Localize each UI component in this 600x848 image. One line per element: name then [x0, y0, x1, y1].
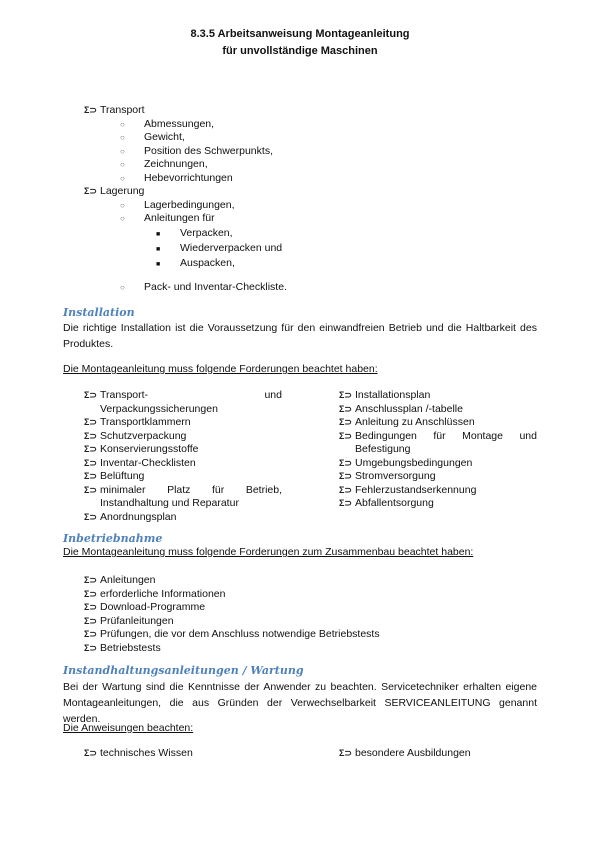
circle-bullet-icon: ○: [120, 160, 125, 169]
list-item: Σ⊃ Transport: [84, 104, 145, 116]
list-item: Σ⊃ Anleitungen: [84, 574, 156, 586]
list-item: Σ⊃ Anleitung zu Anschlüssen: [339, 416, 475, 428]
list-item: Σ⊃ Prüfungen, die vor dem Anschluss notwendige Betriebstests: [84, 628, 380, 640]
list-item: ○ Lagerbedingungen,: [120, 198, 235, 211]
inbetriebnahme-list: [84, 574, 504, 655]
circle-bullet-icon: ○: [120, 282, 125, 292]
list-item-continuation: Verpackungssicherungen: [100, 402, 218, 415]
circle-bullet-icon: ○: [120, 214, 125, 223]
list-item: Σ⊃ Lagerung: [84, 185, 145, 197]
list-item-continuation: Instandhaltung und Reparatur: [100, 497, 239, 509]
title-line-1: 8.3.5 Arbeitsanweisung Montageanleitung: [190, 28, 410, 40]
list-item: Σ⊃ Fehlerzustandserkennung: [339, 483, 477, 496]
list-item: Σ⊃ Download-Programme: [84, 601, 206, 613]
list-item: Σ⊃ Anordnungsplan: [84, 510, 177, 523]
document-title: [0, 26, 600, 60]
circle-bullet-icon: ○: [120, 146, 125, 156]
arrow-bullet-icon: Σ⊃: [339, 471, 352, 481]
list-item: ■ Verpacken,: [84, 226, 384, 241]
arrow-bullet-icon: Σ⊃: [84, 430, 97, 441]
list-item: Σ⊃ Bedingungen für Montage und: [339, 429, 537, 442]
installation-heading: Installation: [63, 306, 135, 319]
list-item: Σ⊃ Transport- und: [84, 389, 282, 401]
arrow-bullet-icon: Σ⊃: [339, 430, 352, 441]
transport-lagerung-list: [84, 104, 384, 294]
square-bullet-icon: ■: [156, 245, 161, 253]
list-item: ○ Abmessungen,: [120, 117, 215, 130]
list-item: Σ⊃ Transportklammern: [84, 416, 191, 428]
arrow-bullet-icon: Σ⊃: [339, 390, 352, 400]
list-item: Σ⊃ besondere Ausbildungen: [339, 747, 471, 759]
list-item: ○ Gewicht,: [120, 131, 185, 143]
circle-bullet-icon: ○: [120, 173, 125, 183]
list-item: ○ Hebevorrichtungen: [120, 171, 233, 184]
list-item: Σ⊃ Stromversorgung: [339, 470, 436, 482]
circle-bullet-icon: ○: [120, 200, 125, 210]
arrow-bullet-icon: Σ⊃: [84, 602, 97, 612]
arrow-bullet-icon: Σ⊃: [84, 511, 97, 522]
arrow-bullet-icon: Σ⊃: [339, 417, 352, 427]
arrow-bullet-icon: Σ⊃: [339, 403, 352, 414]
list-item: ○ Zeichnungen,: [120, 158, 208, 170]
square-bullet-icon: ■: [156, 260, 161, 268]
inbetriebnahme-subheading: Die Montageanleitung muss folgende Forderungen zum Zusammenbau beachtet haben:: [63, 546, 474, 558]
wartung-heading: Instandhaltungsanleitungen / Wartung: [63, 664, 304, 677]
list-item: Σ⊃ Anschlussplan /-tabelle: [339, 402, 463, 415]
title-line-2: für unvollständige Maschinen: [222, 45, 378, 57]
list-item: Σ⊃ Installationsplan: [339, 389, 431, 401]
arrow-bullet-icon: Σ⊃: [84, 642, 97, 653]
list-item: ○ Pack- und Inventar-Checkliste.: [120, 280, 287, 293]
list-item-continuation: Befestigung: [355, 443, 411, 455]
arrow-bullet-icon: Σ⊃: [84, 588, 97, 599]
installation-paragraph: Die richtige Installation ist die Voraussetzung für den einwandfreien Betrieb und die Haltbarkeit des Produktes.: [63, 322, 537, 350]
list-item: ■ Auspacken,: [84, 256, 384, 271]
list-item: Σ⊃ Abfallentsorgung: [339, 497, 434, 509]
arrow-bullet-icon: Σ⊃: [84, 417, 97, 427]
arrow-bullet-icon: Σ⊃: [84, 748, 97, 758]
list-item: ○ Anleitungen für: [120, 212, 215, 224]
arrow-bullet-icon: Σ⊃: [84, 615, 97, 626]
installation-right-list: [339, 389, 537, 511]
wartung-paragraph: Bei der Wartung sind die Kenntnisse der Anwender zu beachten. Servicetechniker erhalten eigene Montageanleitungen, die aus Gründen der Verwechselbarkeit SERVICEANLEITUNG genannt werden.: [63, 681, 537, 725]
square-bullet-icon: ■: [156, 230, 161, 238]
list-item: Σ⊃ Betriebstests: [84, 641, 161, 654]
arrow-bullet-icon: Σ⊃: [84, 471, 97, 481]
list-item: Σ⊃ Schutzverpackung: [84, 429, 187, 442]
list-item: ■ Wiederverpacken und: [84, 241, 384, 256]
arrow-bullet-icon: Σ⊃: [339, 748, 352, 758]
arrow-bullet-icon: Σ⊃: [84, 105, 97, 115]
list-item: Σ⊃ Inventar-Checklisten: [84, 456, 196, 469]
inbetriebnahme-heading: Inbetriebnahme: [63, 532, 163, 545]
list-item: ○ Position des Schwerpunkts,: [120, 144, 273, 157]
list-item: Σ⊃ technisches Wissen: [84, 747, 193, 759]
list-item: Σ⊃ erforderliche Informationen: [84, 587, 226, 600]
arrow-bullet-icon: Σ⊃: [339, 457, 352, 468]
wartung-subheading: Die Anweisungen beachten:: [63, 722, 194, 734]
arrow-bullet-icon: Σ⊃: [84, 390, 97, 400]
arrow-bullet-icon: Σ⊃: [339, 498, 352, 508]
circle-bullet-icon: ○: [120, 119, 125, 129]
arrow-bullet-icon: Σ⊃: [84, 629, 97, 639]
installation-left-list: [84, 389, 282, 524]
list-item: Σ⊃ Umgebungsbedingungen: [339, 456, 473, 469]
list-item: Σ⊃ Prüfanleitungen: [84, 614, 174, 627]
arrow-bullet-icon: Σ⊃: [339, 484, 352, 495]
arrow-bullet-icon: Σ⊃: [84, 457, 97, 468]
list-item: Σ⊃ Belüftung: [84, 470, 145, 482]
installation-subheading: Die Montageanleitung muss folgende Forderungen beachtet haben:: [63, 363, 378, 375]
arrow-bullet-icon: Σ⊃: [84, 575, 97, 585]
list-item: Σ⊃ minimaler Platz für Betrieb,: [84, 483, 282, 496]
arrow-bullet-icon: Σ⊃: [84, 186, 97, 196]
list-item: Σ⊃ Konservierungsstoffe: [84, 443, 199, 455]
arrow-bullet-icon: Σ⊃: [84, 444, 97, 454]
arrow-bullet-icon: Σ⊃: [84, 484, 97, 495]
circle-bullet-icon: ○: [120, 133, 125, 142]
